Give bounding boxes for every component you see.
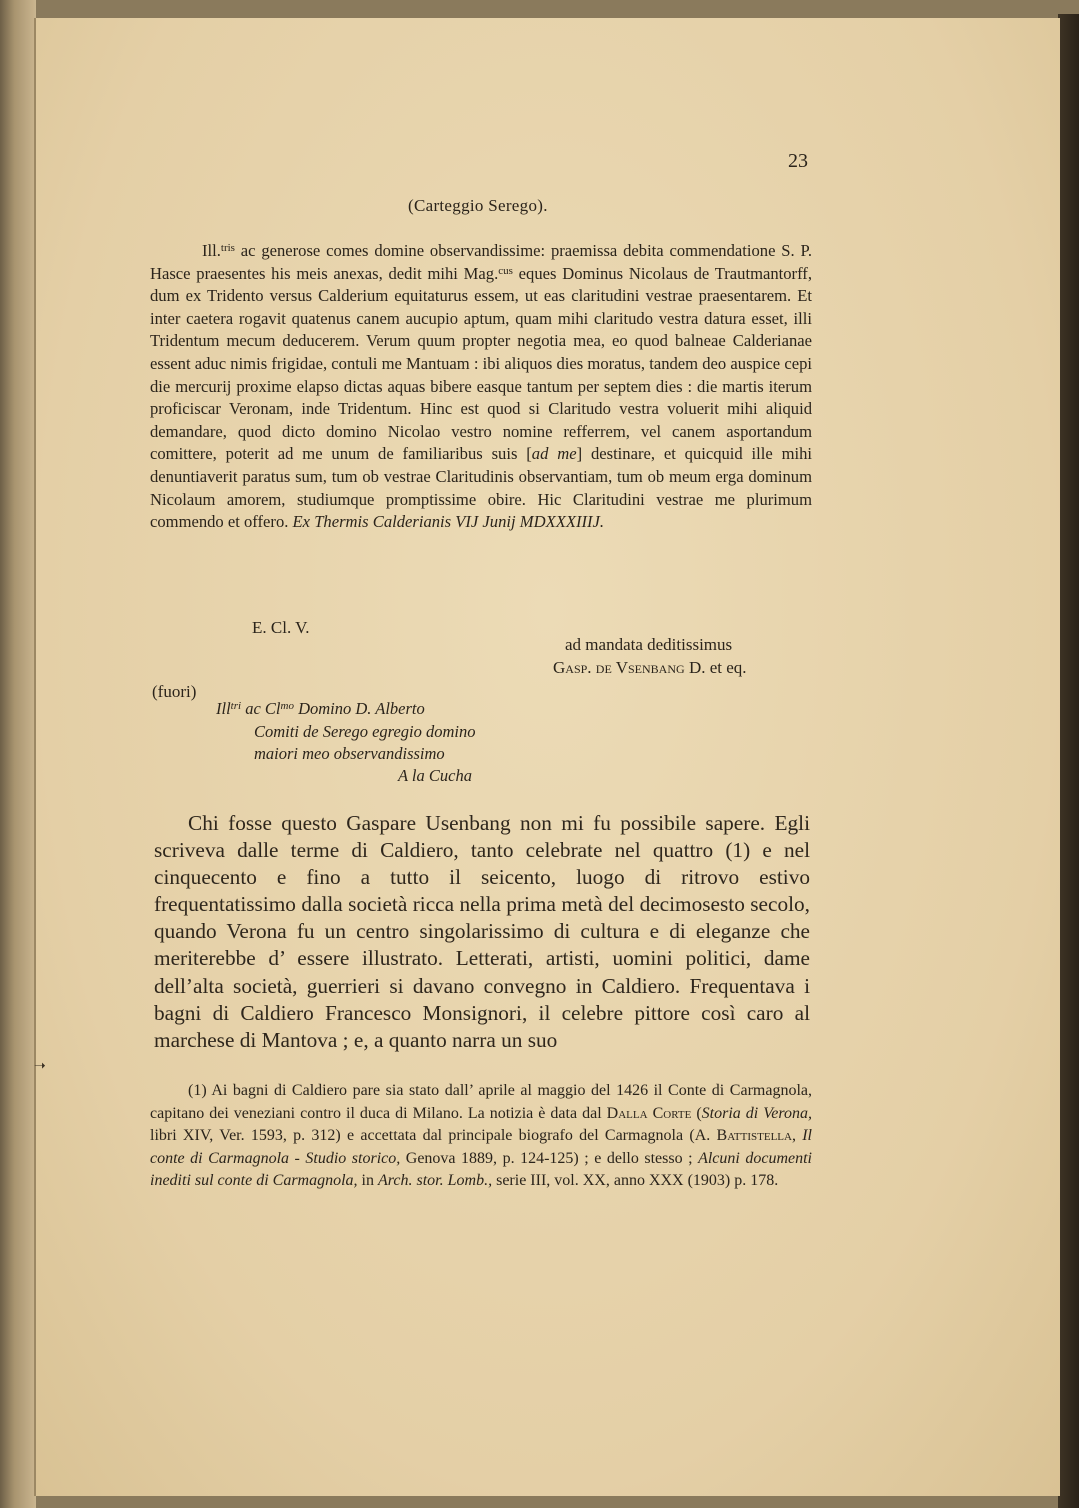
book-gutter: [0, 0, 36, 1508]
footnote-author-1: Dalla Corte: [606, 1104, 692, 1122]
letter-ecl: E. Cl. V.: [252, 618, 310, 637]
signature-suffix: D. et eq.: [684, 658, 747, 677]
page-number: 23: [788, 150, 808, 172]
letter-text-1: ac generose comes domine observandissime: praemissa debita commendatione S. P. Hasce praesentes his meis anexas, dedit mihi Mag.: [150, 241, 812, 283]
footnote-text-3: libri XIV, Ver. 1593, p. 312) e accettata dal principale biografo del Carmagnola (A.: [150, 1127, 717, 1144]
address-ac-cl: ac Cl: [241, 699, 281, 718]
footnote: [150, 1080, 812, 1193]
letter-text-3: ] destinare, et quicquid ille mihi denuntiaverit paratus sum, tum ob vestrae Claritudinis observantiam, tum ob meum erga dominum Nicolaum amorem, studiumque promptissime obire. Hic Claritudini vestrae me plurimum commendo et offero.: [150, 444, 813, 532]
latin-letter: [150, 240, 812, 534]
signature-smallcaps: Gasp. de Vsenbang: [553, 658, 685, 677]
address-ill: Ill: [216, 699, 231, 718]
fuori-label: (fuori): [152, 682, 197, 701]
address-sup-1: tri: [230, 700, 242, 712]
signature-line: ad mandata deditissimus: [565, 635, 733, 654]
page-edge-shadow: [1058, 14, 1079, 1508]
salutation: Ill.: [202, 241, 221, 260]
italian-body-paragraph: Chi fosse questo Gaspare Usenbang non mi fu possibile sapere. Egli scriveva dalle terme di Caldiero, tanto celebrate nel quattro (1) e nel cinquecento e fino a tutto il seicento, luogo di ritrovo estivo frequentatissimo dalla società ricca nella prima metà del decimosesto secolo, quando Verona fu un centro singolarissimo di cultura e di eleganze che meriterebbe d’ essere illustrato. Letterati, artisti, uomini politici, dame dell’alta società, guerrieri si davano convegno in Caldiero. Frequentava i bagni di Caldiero Francesco Monsignori, il celebre pittore così caro al marchese di Mantova ; e, a quanto narra un suo: [154, 811, 810, 1052]
footnote-journal: Arch. stor. Lomb.,: [378, 1172, 493, 1189]
address-line-2: Comiti de Serego egregio domino: [254, 722, 476, 741]
footnote-text-6: in: [357, 1172, 378, 1189]
salutation-sup: tris: [220, 242, 235, 254]
footnote-text-2: (: [691, 1104, 702, 1122]
footnote-text-1: (1) Ai bagni di Caldiero pare sia stato dall’ aprile al maggio del 1426 il Conte di Carmagnola, capitano dei veneziani contro il duca di Milano. La notizia è data dal: [150, 1082, 812, 1122]
letter-date: Ex Thermis Calderianis VIJ Junij MDXXXIIIJ.: [292, 512, 605, 532]
footnote-author-2: Battistella: [716, 1127, 792, 1144]
address-line-4: A la Cucha: [398, 766, 472, 785]
bracket-italic: ad me: [531, 444, 577, 464]
footnote-text-5: Genova 1889, p. 124-125) ; e dello stesso ;: [400, 1149, 699, 1167]
footnote-title-3: Alcuni documenti inediti sul conte di Carmagnola,: [150, 1149, 812, 1189]
footnote-text-7: serie III, vol. XX, anno XXX (1903) p. 178.: [492, 1172, 779, 1189]
address-line-3: maiori meo observandissimo: [254, 744, 445, 763]
section-heading: (Carteggio Serego).: [408, 196, 548, 215]
address-sup-2: mo: [280, 700, 294, 712]
footnote-text-4: ,: [791, 1127, 803, 1144]
mag-sup: cus: [498, 264, 513, 277]
signature-name: [553, 658, 747, 678]
margin-arrow-icon: ➝: [34, 1059, 46, 1074]
letter-text-2: eques Dominus Nicolaus de Trautmantorff, dum ex Tridento versus Calderium equitaturus essem, ut eas claritudini vestrae praesentarem. Et inter caetera rogavit quatenus canem aucupio aptum, quam mihi claritudo vestra datura esset, illi Tridentum mecum deducerem. Verum quum propter negotia mea, eo quod balneae Calderianae essent aduc nimis frigidae, contuli me Mantuam : ibi aliquos dies moratus, tandem deo auspice cepi die mercurij proxime elapso dictas aquas bibere easque tantum per septem dies : die martis iterum proficiscar Veronam, inde Tridentum. Hinc est quod si Claritudo vestra voluerit mihi aliquid demandare, quod dicto domino Nicolao vestro nomine refferrem, vel canem asportandum comittere, poterit ad me unum de familiaribus suis [: [150, 263, 812, 464]
address-line-1: [216, 699, 425, 719]
footnote-title-2: Il conte di Carmagnola - Studio storico,: [150, 1127, 812, 1167]
address-domino: Domino D. Alberto: [293, 699, 425, 718]
footnote-title-1: Storia di Verona,: [701, 1104, 813, 1122]
